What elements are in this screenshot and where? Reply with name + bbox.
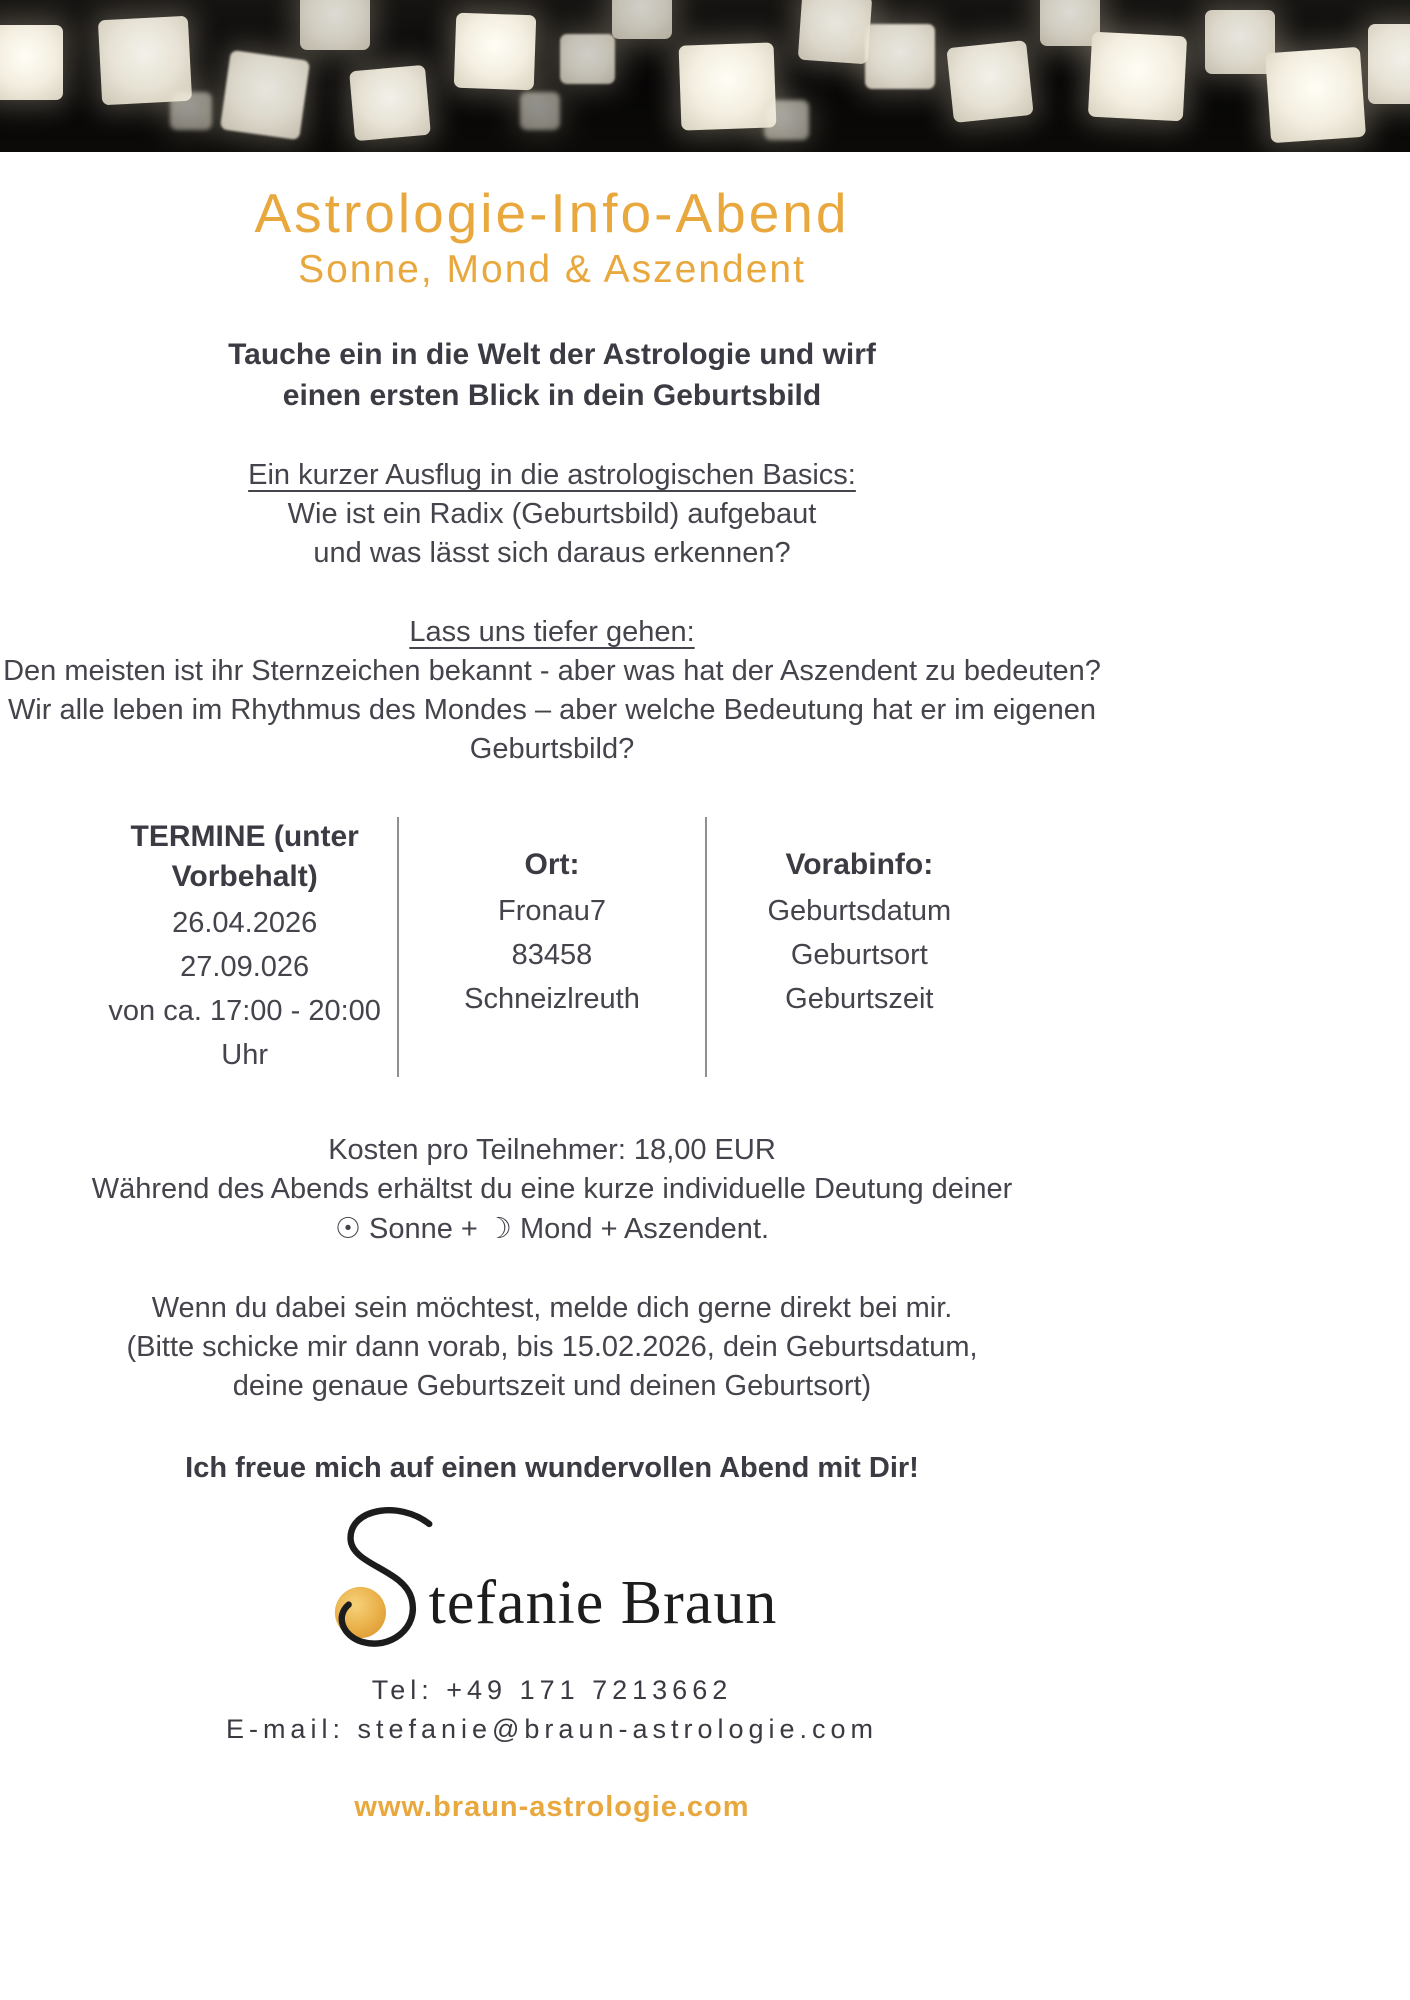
cost-moon-text: Mond + Aszendent. [511, 1213, 770, 1245]
lantern-shape [798, 0, 873, 64]
vorabinfo-column [707, 817, 1012, 1077]
phone-number: Tel: +49 171 7213662 [371, 1675, 733, 1705]
ort-heading: Ort: [524, 848, 580, 881]
deeper-line-2: Wir alle leben im Rhythmus des Mondes – aber welche Bedeutung hat er im eigenen [7, 694, 1097, 726]
basics-heading: Ein kurzer Ausflug in die astrologischen Basics: [248, 459, 856, 491]
closing-line: Ich freue mich auf einen wundervollen Abend mit Dir! [185, 1452, 919, 1484]
lantern-shape [865, 24, 935, 89]
deeper-heading: Lass uns tiefer gehen: [409, 616, 695, 648]
logo-name-text: tefanie Braun [428, 1569, 778, 1637]
termine-date-1: 26.04.2026 [172, 907, 318, 939]
lantern-shape [220, 50, 310, 140]
lantern-shape [170, 92, 212, 130]
lantern-shape [560, 34, 615, 84]
lantern-shape [946, 40, 1033, 123]
lantern-shape [0, 25, 63, 100]
deeper-line-3: Geburtsbild? [469, 733, 635, 765]
invite-section [0, 1289, 1104, 1406]
logo-s-swash-icon [327, 1507, 445, 1657]
termine-time: von ca. 17:00 - 20:00 Uhr [108, 995, 381, 1071]
lantern-shape [612, 0, 672, 39]
lantern-shape [1205, 10, 1275, 74]
cost-sun-text: Sonne + [360, 1213, 486, 1245]
basics-line-1: Wie ist ein Radix (Geburtsbild) aufgebaut [287, 498, 817, 530]
deeper-line-1: Den meisten ist ihr Sternzeichen bekannt - aber was hat der Aszendent zu bedeuten? [3, 655, 1101, 687]
cost-line-2: Während des Abends erhältst du eine kurze individuelle Deutung deiner [91, 1173, 1013, 1205]
lantern-shape [1368, 24, 1410, 104]
cost-line-1: Kosten pro Teilnehmer: 18,00 EUR [328, 1134, 776, 1166]
basics-line-2: und was lässt sich daraus erkennen? [313, 537, 791, 569]
invite-line-3: deine genaue Geburtszeit und deinen Geburtsort) [232, 1370, 872, 1402]
ort-city: Schneizlreuth [464, 983, 640, 1015]
details-columns [92, 817, 1012, 1077]
cost-section [0, 1131, 1104, 1249]
lantern-shape [1265, 47, 1366, 143]
termine-date-2: 27.09.026 [180, 951, 310, 983]
event-subtitle: Sonne, Mond & Aszendent [298, 248, 806, 291]
sun-icon: ☉ [334, 1211, 361, 1245]
termine-heading: TERMINE (unter Vorbehalt) [130, 820, 359, 893]
ort-column [399, 817, 704, 1077]
lantern-shape [520, 92, 560, 130]
vorabinfo-line-2: Geburtsort [790, 939, 928, 971]
intro-line-1: Tauche ein in die Welt der Astrologie und wirf [228, 338, 876, 371]
flyer-content [0, 182, 1104, 1824]
vorabinfo-line-3: Geburtszeit [785, 983, 934, 1015]
email-address[interactable]: E-mail: stefanie@braun-astrologie.com [225, 1714, 879, 1744]
vorabinfo-line-1: Geburtsdatum [767, 895, 952, 927]
website-link[interactable]: www.braun-astrologie.com [354, 1791, 750, 1823]
intro-text [0, 334, 1104, 416]
invite-line-1: Wenn du dabei sein möchtest, melde dich gerne direkt bei mir. [151, 1292, 953, 1324]
basics-heading-row [0, 456, 1104, 495]
invite-line-2: (Bitte schicke mir dann vorab, bis 15.02.2026, dein Geburtsdatum, [126, 1331, 978, 1363]
vorabinfo-heading: Vorabinfo: [785, 848, 934, 881]
moon-icon: ☽ [485, 1211, 512, 1245]
termine-column [92, 817, 397, 1077]
lantern-shape [764, 100, 809, 140]
lantern-shape [300, 0, 370, 50]
lantern-shape [454, 13, 537, 91]
intro-line-2: einen ersten Blick in dein Geburtsbild [282, 379, 822, 412]
cost-symbols-line [0, 1209, 1104, 1249]
lantern-shape [1088, 32, 1187, 122]
basics-section [0, 456, 1104, 573]
event-title: Astrologie-Info-Abend [254, 182, 850, 244]
lanterns-photo-banner [0, 0, 1410, 152]
lantern-shape [679, 42, 777, 130]
ort-zip: 83458 [511, 939, 593, 971]
deeper-section [0, 613, 1104, 769]
deeper-heading-row [0, 613, 1104, 652]
logo [0, 1507, 1104, 1657]
ort-street: Fronau7 [497, 895, 606, 927]
lantern-shape [349, 65, 431, 141]
